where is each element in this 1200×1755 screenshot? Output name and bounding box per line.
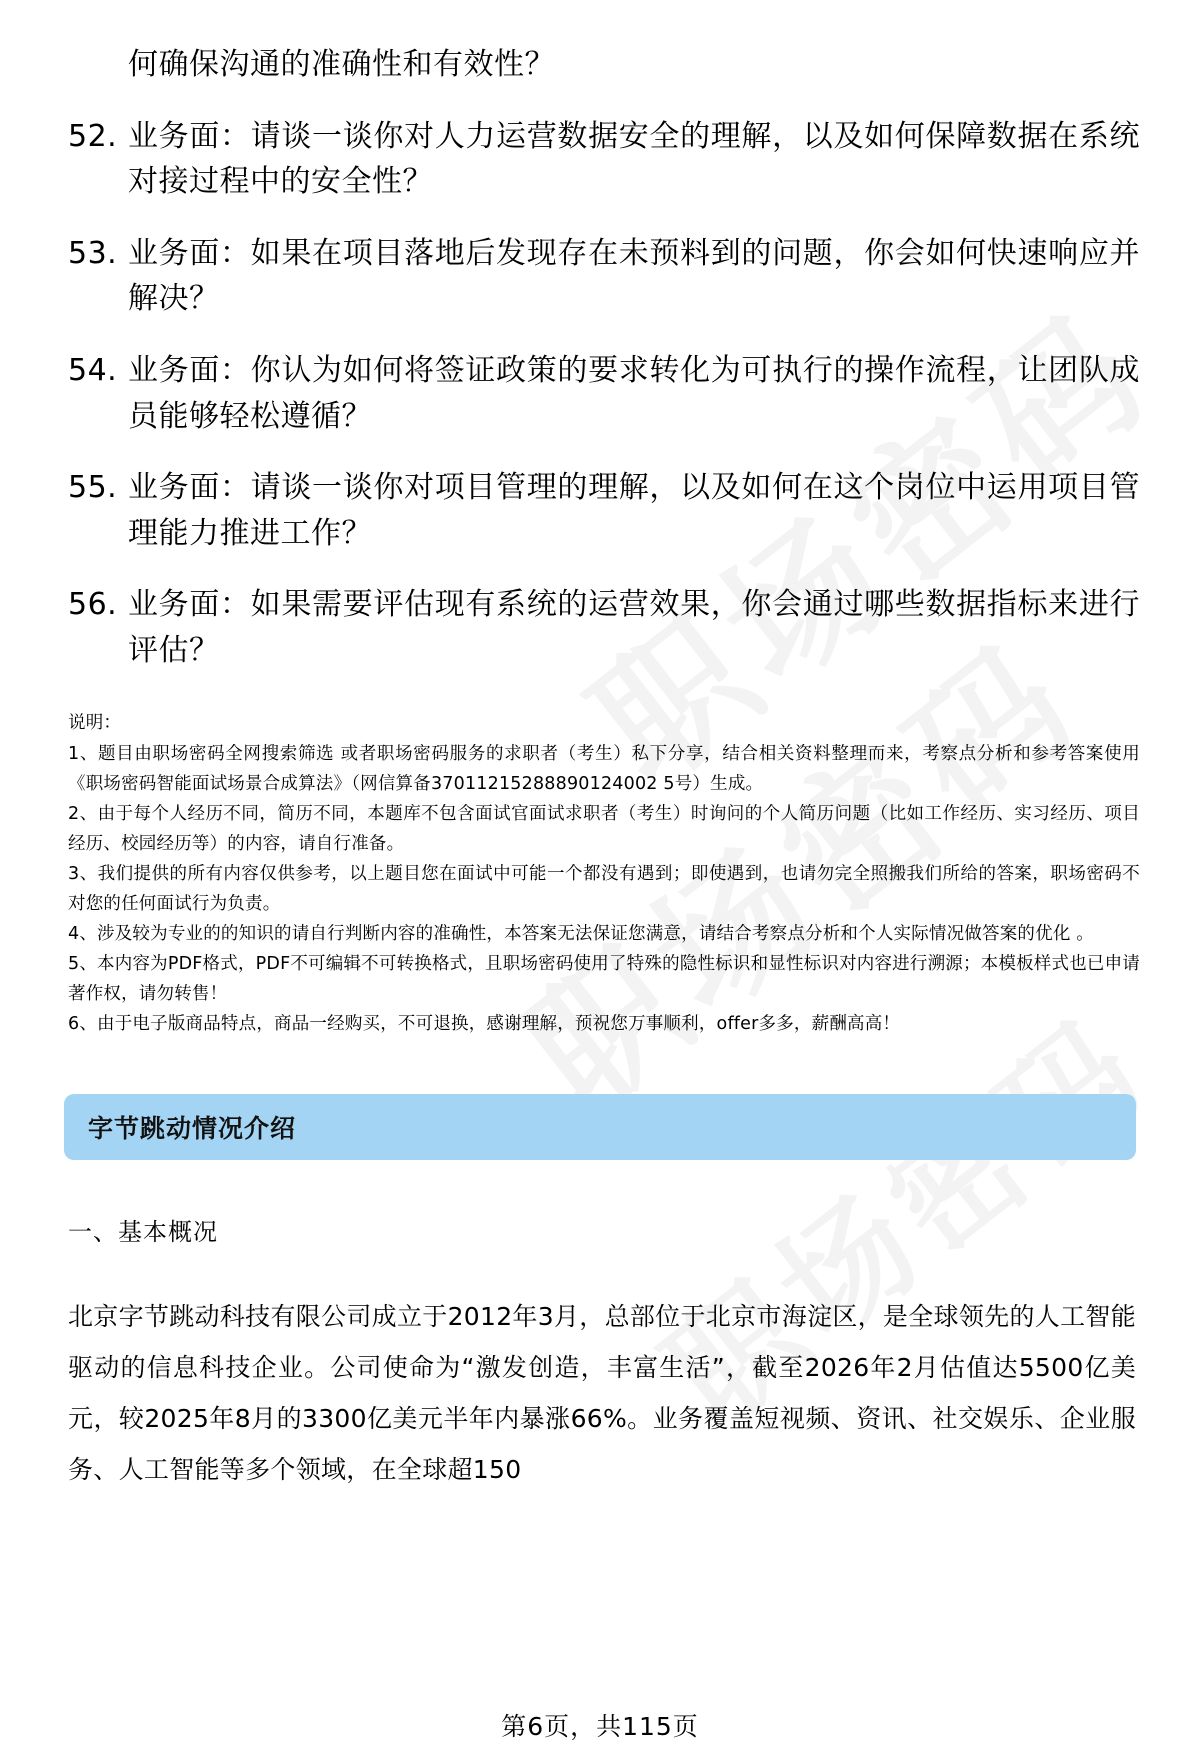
notes-block [60,708,1140,1040]
question-item [60,348,1140,439]
question-text: 业务面：如果需要评估现有系统的运营效果，你会通过哪些数据指标来进行评估？ [128,587,1140,668]
question-number: 53. [68,235,118,271]
question-number: 55. [68,470,118,506]
question-item [60,231,1140,322]
question-text: 业务面：如果在项目落地后发现存在未预料到的问题，你会如何快速响应并解决？ [128,235,1140,317]
section-banner-label: 字节跳动情况介绍 [88,1113,297,1143]
question-text: 业务面：请谈一谈你对项目管理的理解，以及如何在这个岗位中运用项目管理能力推进工作？ [128,470,1140,551]
company-overview-paragraph: 北京字节跳动科技有限公司成立于2012年3月，总部位于北京市海淀区，是全球领先的人工智能驱动的信息科技企业。公司使命为“激发创造，丰富生活”，截至2026年2月估值达5500亿美元，较2025年8月的3300亿美元半年内暴涨66%。业务覆盖短视频、资讯、社交娱乐、企业服务、人工智能等多个领域，在全球超150 [68,1301,1136,1485]
question-number: 56. [68,587,118,623]
note-item: 3、我们提供的所有内容仅供参考，以上题目您在面试中可能一个都没有遇到；即使遇到，也请勿完全照搬我们所给的答案，职场密码不对您的任何面试行为负责。 [68,864,1140,915]
section-banner [64,1094,1136,1160]
question-item [60,465,1140,556]
continued-question-text: 何确保沟通的准确性和有效性？ [128,47,555,82]
notes-title: 说明： [68,712,122,733]
question-text: 业务面：你认为如何将签证政策的要求转化为可执行的操作流程，让团队成员能够轻松遵循？ [128,352,1140,434]
question-number: 52. [68,118,118,154]
page-footer: 第6页，共115页 [501,1712,699,1741]
question-list [60,114,1140,674]
company-sub-heading: 一、基本概况 [68,1217,218,1246]
note-item: 5、本内容为PDF格式，PDF不可编辑不可转换格式，且职场密码使用了特殊的隐性标识和显性标识对内容进行溯源；本模板样式也已申请著作权，请勿转售！ [68,954,1140,1005]
question-item [60,114,1140,205]
note-item: 4、涉及较为专业的的知识的请自行判断内容的准确性，本答案无法保证您满意，请结合考察点分析和个人实际情况做答案的优化 。 [68,924,1094,945]
question-number: 54. [68,352,118,388]
question-item [60,582,1140,673]
note-item: 6、由于电子版商品特点，商品一经购买，不可退换，感谢理解，预祝您万事顺利，offer多多，薪酬高高！ [68,1014,901,1035]
question-text: 业务面：请谈一谈你对人力运营数据安全的理解，以及如何保障数据在系统对接过程中的安全性？ [128,118,1140,200]
note-item: 1、题目由职场密码全网搜索筛选 或者职场密码服务的求职者（考生）私下分享，结合相关资料整理而来，考察点分析和参考答案使用《职场密码智能面试场景合成算法》（网信算备37011215288890124002 5号）生成。 [68,743,1140,794]
note-item: 2、由于每个人经历不同，简历不同，本题库不包含面试官面试求职者（考生）时询问的个人简历问题（比如工作经历、实习经历、项目经历、校园经历等）的内容，请自行准备。 [68,803,1140,854]
